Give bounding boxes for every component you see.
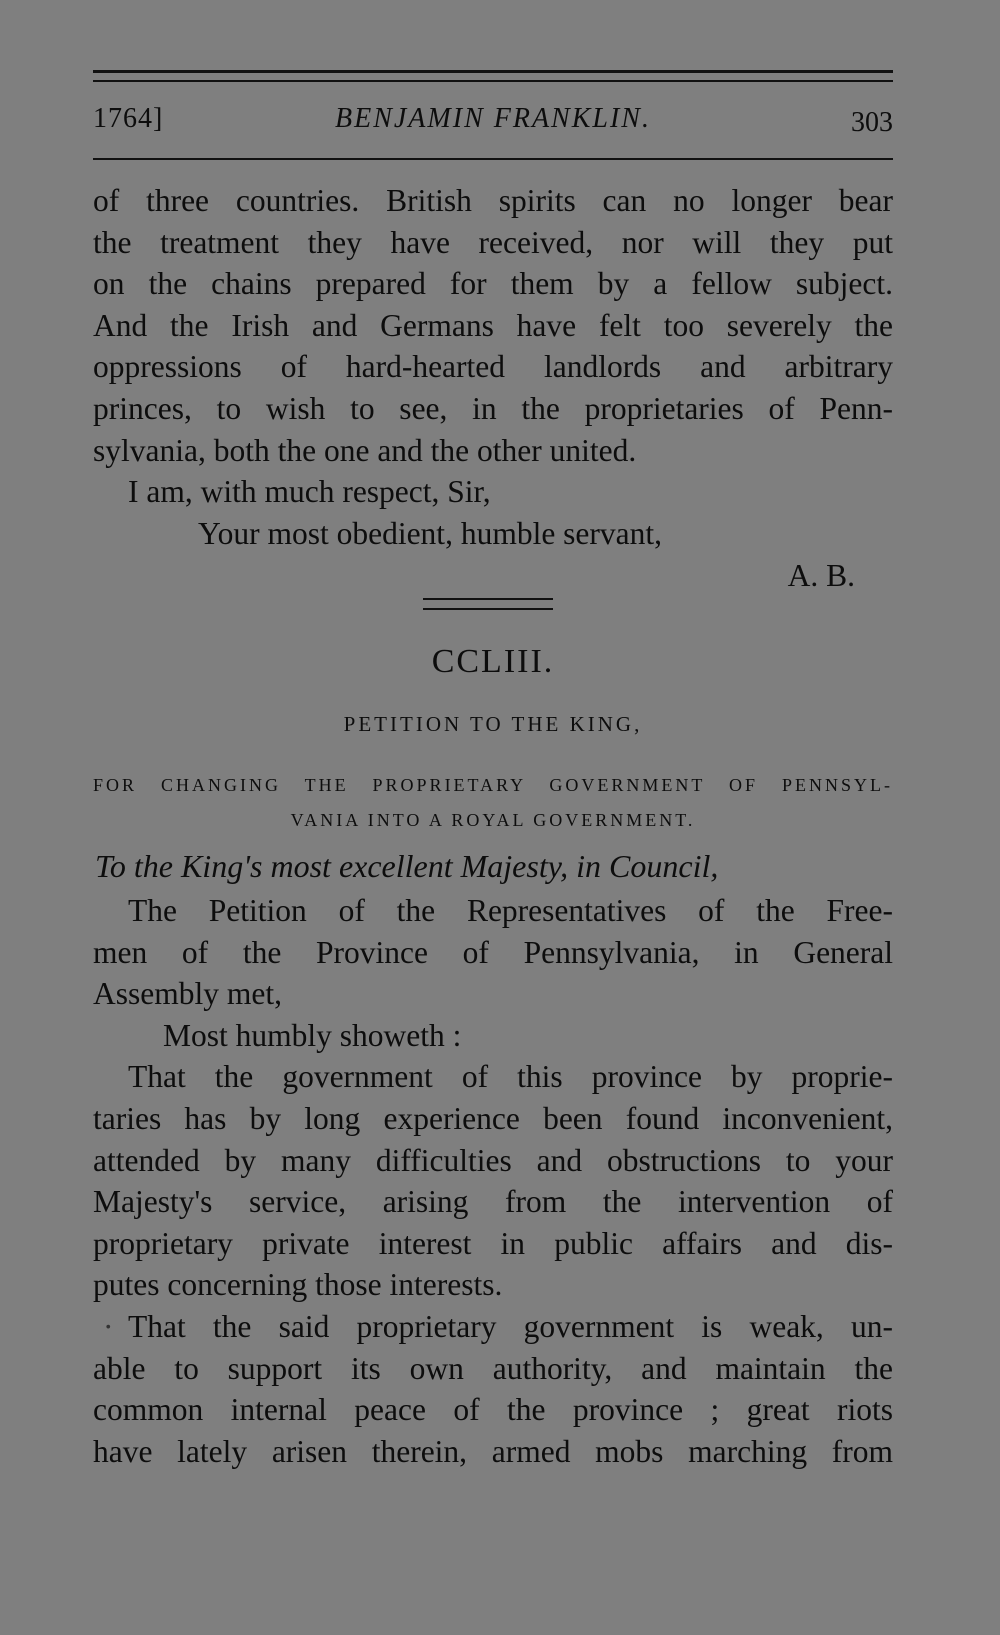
text-line: of three countries. British spirits can no longer bear (93, 183, 893, 218)
text-line: on the chains prepared for them by a fellow subject. (93, 266, 893, 302)
text-line: men of the Province of Pennsylvania, in General (93, 934, 893, 970)
top-rule (93, 70, 893, 73)
text-line: common internal peace of the province ; great riots (93, 1392, 893, 1428)
text-line: have lately arisen therein, armed mobs marching from (93, 1433, 893, 1469)
subtitle-line: VANIA INTO A ROYAL GOVERNMENT. (290, 810, 696, 830)
signature: A. B. (787, 558, 855, 593)
stray-mark: · (103, 1308, 114, 1344)
text-line: able to support its own authority, and maintain the (93, 1350, 893, 1386)
page-number: 303 (851, 107, 893, 138)
petition-address: To the King's most excellent Majesty, in Council, (95, 848, 719, 884)
text-line: That the said proprietary government is weak, un- (128, 1308, 893, 1344)
top-rule-thin (93, 80, 893, 82)
text-line: The Petition of the Representatives of the Free- (128, 893, 893, 928)
text-line: That the government of this province by proprie- (128, 1059, 893, 1095)
closing-servant: Your most obedient, humble servant, (198, 515, 663, 551)
letter-body (93, 180, 893, 554)
section-divider (423, 598, 553, 600)
text-line: oppressions of hard-hearted landlords and arbitrary (93, 349, 893, 385)
text-line: attended by many difficulties and obstructions to your (93, 1142, 893, 1178)
section-subtitle (93, 768, 893, 838)
paragraph-first-line (93, 1306, 893, 1348)
section-title: PETITION TO THE KING, (343, 712, 643, 736)
section-number: CCLIII. (431, 643, 555, 680)
text-line: the treatment they have received, nor will they put (93, 224, 893, 260)
text-line: sylvania, both the one and the other united. (93, 432, 637, 468)
running-head-title: BENJAMIN FRANKLIN. (335, 103, 651, 134)
book-page (93, 0, 893, 1635)
header-rule (93, 158, 893, 160)
text-line: Assembly met, (93, 976, 282, 1012)
text-line: princes, to wish to see, in the proprietaries of Penn- (93, 390, 893, 426)
showeth-line: Most humbly showeth : (163, 1017, 462, 1053)
text-line: Majesty's service, arising from the intervention of (93, 1184, 893, 1220)
section-divider (423, 608, 553, 610)
closing-salutation: I am, with much respect, Sir, (128, 474, 491, 510)
text-line: taries has by long experience been found inconvenient, (93, 1100, 893, 1136)
subtitle-line: FOR CHANGING THE PROPRIETARY GOVERNMENT OF PENNSYL- (93, 775, 893, 795)
text-line: And the Irish and Germans have felt too severely the (93, 307, 893, 343)
petition-body (93, 890, 893, 1472)
text-line: putes concerning those interests. (93, 1267, 503, 1303)
running-head-year: 1764] (93, 103, 164, 134)
running-head (93, 103, 893, 143)
text-line: proprietary private interest in public affairs and dis- (93, 1225, 893, 1261)
